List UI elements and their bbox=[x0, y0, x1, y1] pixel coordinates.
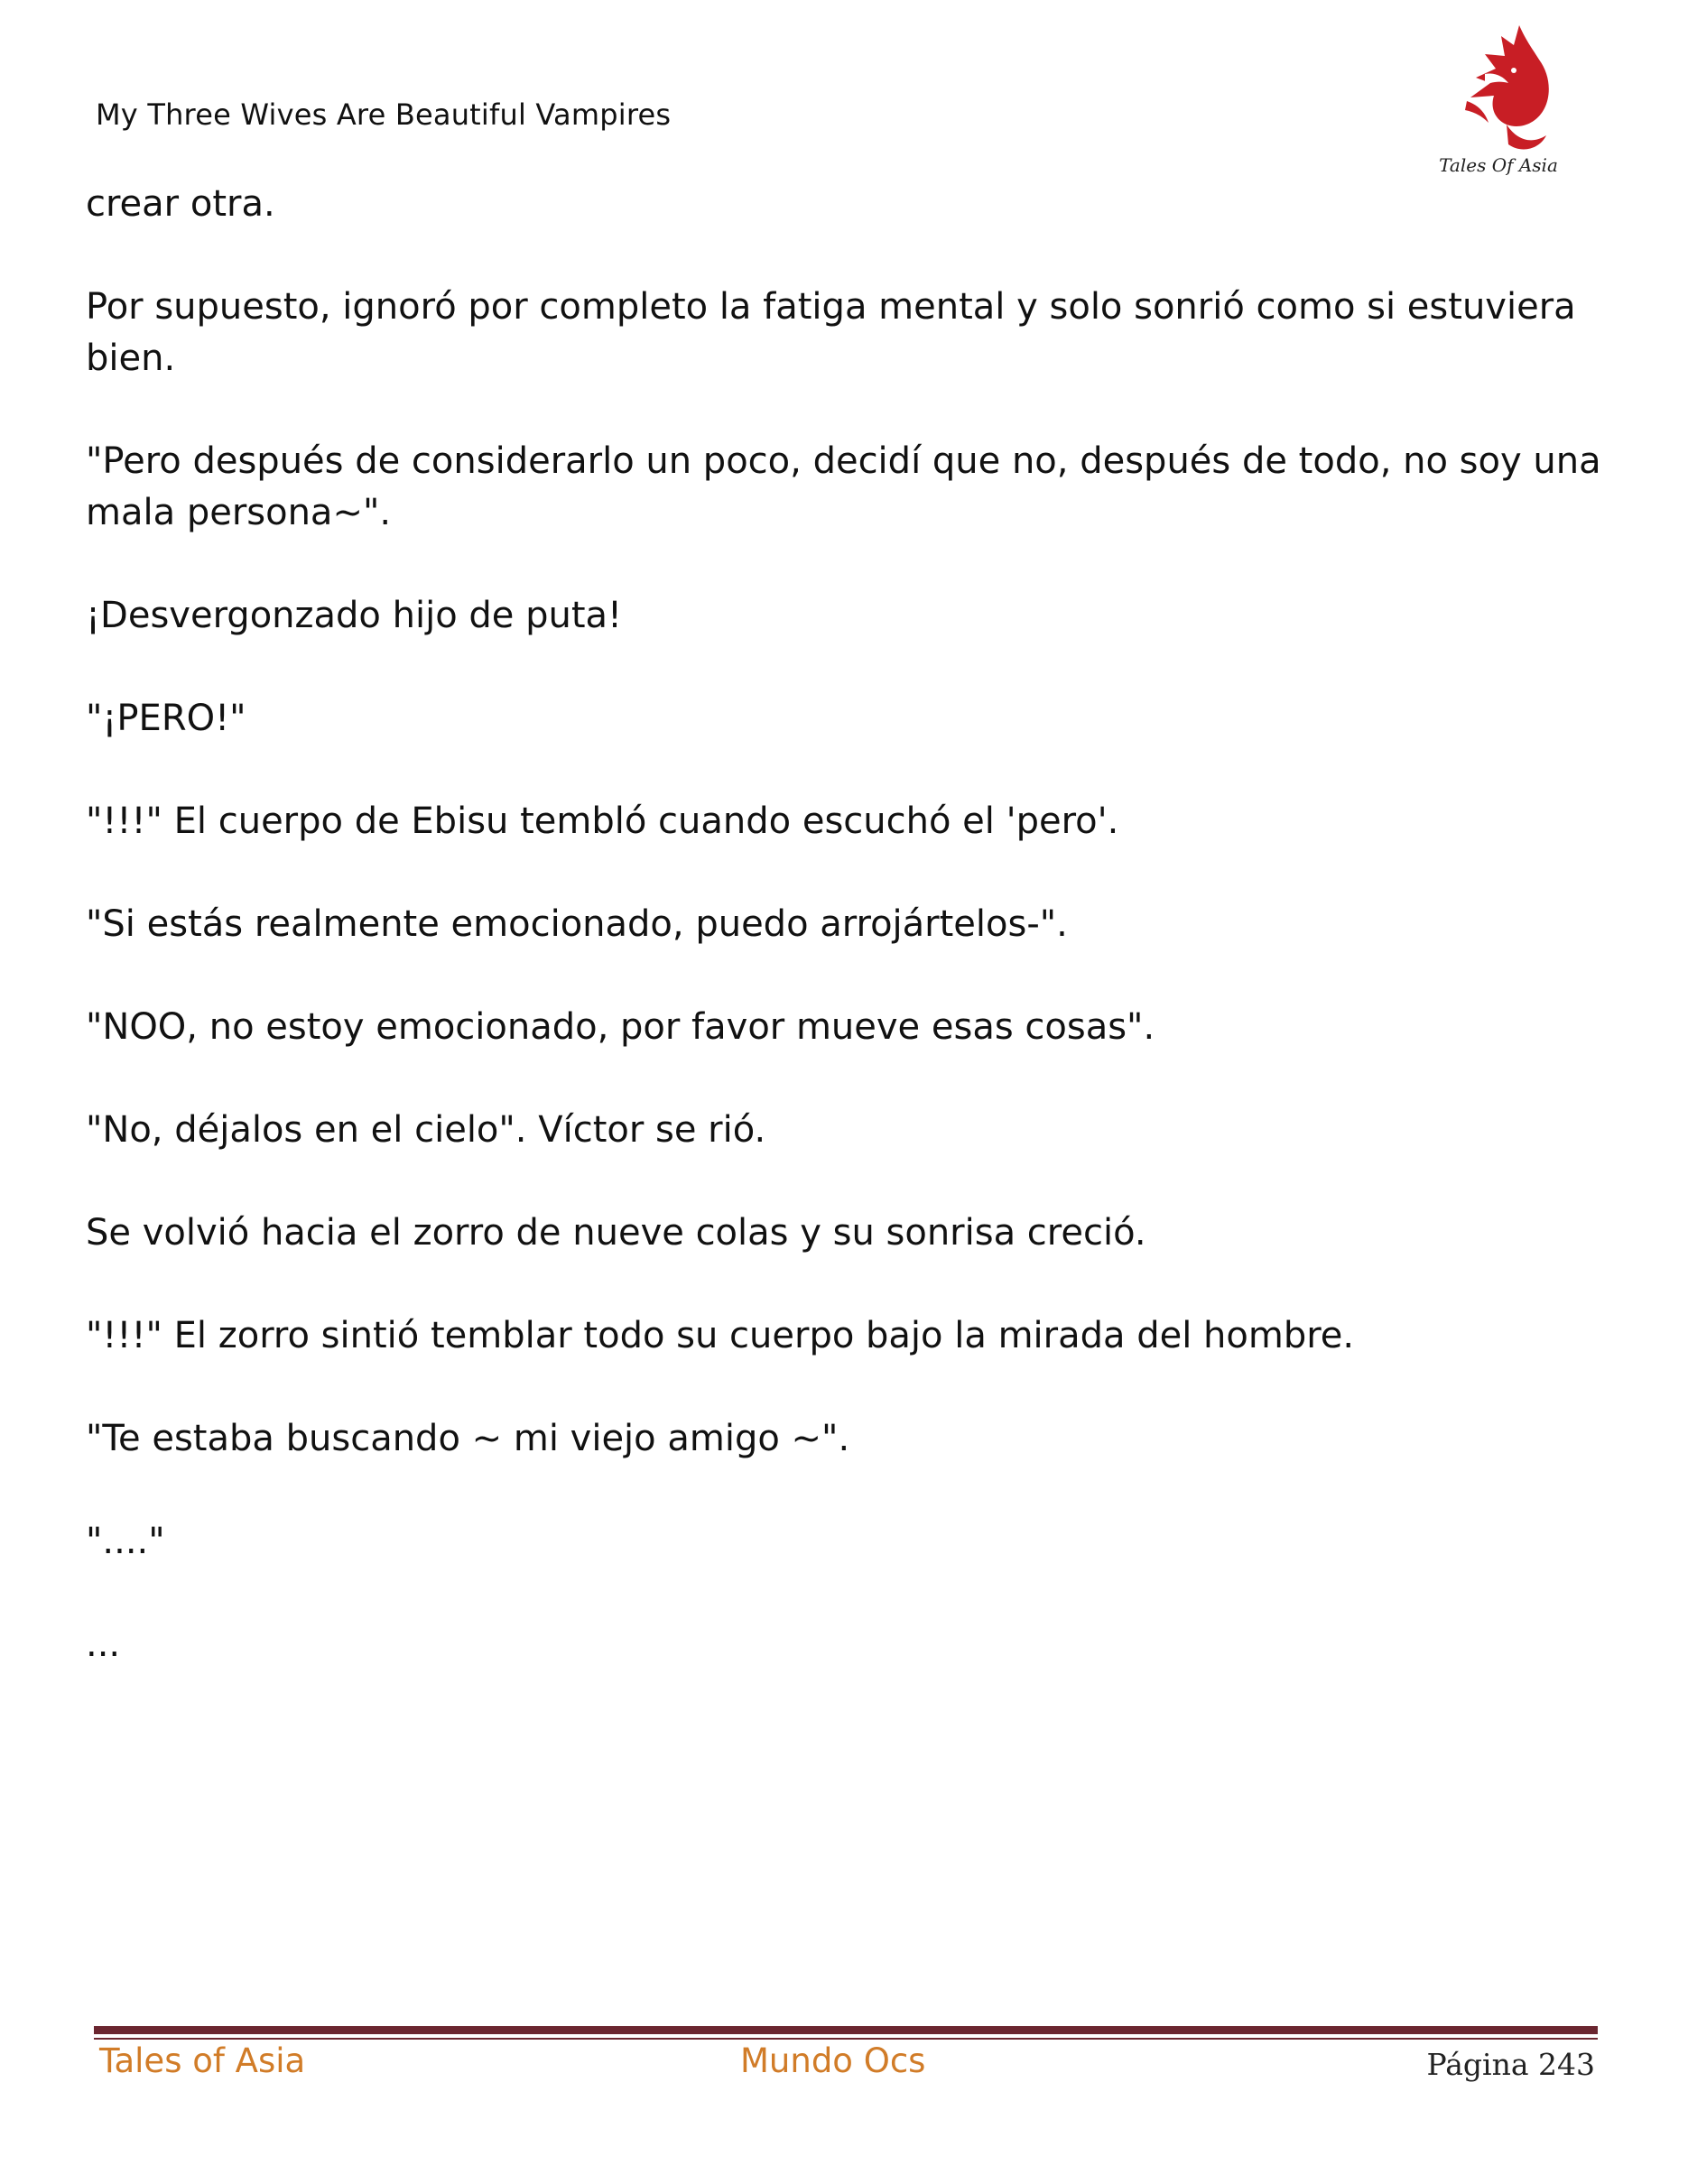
logo-text: Tales Of Asia bbox=[1439, 154, 1558, 176]
paragraph: "...." bbox=[86, 1521, 165, 1562]
paragraph: "!!!" El cuerpo de Ebisu tembló cuando escuchó el 'pero'. bbox=[86, 800, 1119, 842]
paragraph: ... bbox=[86, 1624, 121, 1665]
book-title: My Three Wives Are Beautiful Vampires bbox=[96, 97, 672, 132]
paragraph: ¡Desvergonzado hijo de puta! bbox=[86, 595, 623, 636]
paragraph: crear otra. bbox=[86, 183, 275, 225]
paragraph: "Te estaba buscando ~ mi viejo amigo ~". bbox=[86, 1418, 850, 1459]
tales-of-asia-logo bbox=[1431, 18, 1566, 180]
paragraph: "No, déjalos en el cielo". Víctor se rió. bbox=[86, 1109, 766, 1151]
chapter-body bbox=[86, 179, 1620, 1722]
page-number: Página 243 bbox=[1426, 2047, 1595, 2082]
footer-publisher: Tales of Asia bbox=[99, 2041, 306, 2080]
footer-site: Mundo Ocs bbox=[740, 2041, 926, 2080]
paragraph: "¡PERO!" bbox=[86, 698, 246, 739]
dragon-logo-icon bbox=[1431, 18, 1566, 180]
paragraph: "NOO, no estoy emocionado, por favor mueve esas cosas". bbox=[86, 1006, 1155, 1048]
paragraph: "Pero después de considerarlo un poco, decidí que no, después de todo, no soy una mala persona~". bbox=[86, 440, 1601, 533]
paragraph: "!!!" El zorro sintió temblar todo su cuerpo bajo la mirada del hombre. bbox=[86, 1315, 1355, 1356]
paragraph: "Si estás realmente emocionado, puedo arrojártelos-". bbox=[86, 903, 1068, 945]
paragraph: Por supuesto, ignoró por completo la fatiga mental y solo sonrió como si estuviera bien. bbox=[86, 286, 1576, 379]
footer-divider bbox=[94, 2026, 1598, 2040]
paragraph: Se volvió hacia el zorro de nueve colas y su sonrisa creció. bbox=[86, 1212, 1146, 1254]
